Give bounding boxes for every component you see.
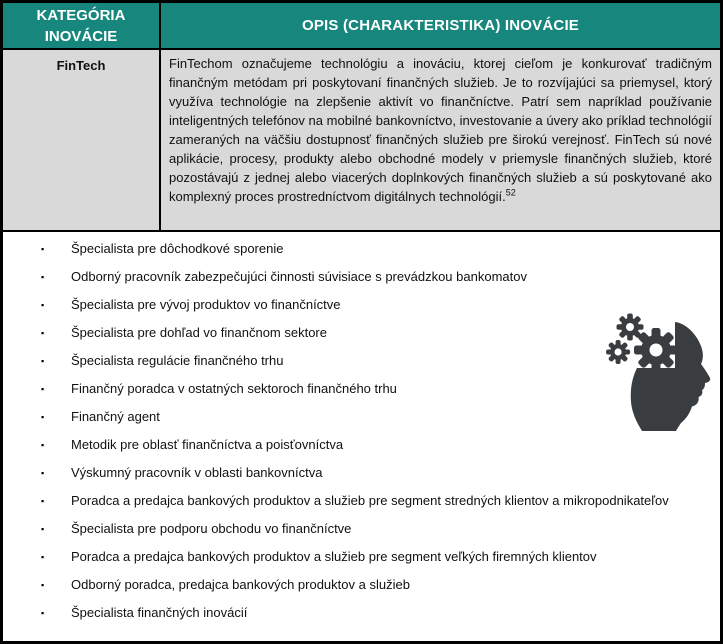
- list-item: [41, 464, 720, 482]
- bullet-icon: ▪: [41, 412, 45, 422]
- occupations-section: [3, 232, 720, 641]
- head-with-gears-icon: [603, 310, 715, 432]
- bullet-icon: ▪: [41, 524, 45, 534]
- list-item-label: Špecialista pre podporu obchodu vo finančníctve: [71, 521, 352, 536]
- list-item-label: Poradca a predajca bankových produktov a služieb pre segment stredných klientov a mikropodnikateľov: [71, 493, 669, 508]
- description-column-header: OPIS (CHARAKTERISTIKA) INOVÁCIE: [161, 3, 720, 48]
- footnote-ref: 52: [505, 187, 516, 198]
- list-item-label: Špecialista regulácie finančného trhu: [71, 353, 284, 368]
- list-item: [41, 240, 720, 258]
- bullet-icon: ▪: [41, 580, 45, 590]
- bullet-icon: ▪: [41, 440, 45, 450]
- category-column-header: KATEGÓRIA INOVÁCIE: [3, 3, 161, 48]
- list-item: [41, 268, 720, 286]
- list-item: [41, 520, 720, 538]
- list-item-label: Finančný agent: [71, 409, 160, 424]
- list-item-label: Špecialista pre dohľad vo finančnom sektore: [71, 325, 327, 340]
- gear-icon-small-bottom: [606, 340, 630, 364]
- list-item-label: Poradca a predajca bankových produktov a služieb pre segment veľkých firemných klientov: [71, 549, 597, 564]
- bullet-icon: ▪: [41, 272, 45, 282]
- bullet-icon: ▪: [41, 468, 45, 478]
- bullet-icon: ▪: [41, 244, 45, 254]
- bullet-icon: ▪: [41, 608, 45, 618]
- description-text: FinTechom označujeme technológiu a inováciu, ktorej cieľom je konkurovať tradičným finančným metódam pri poskytovaní finančných služieb. Je to rozvíjajúci sa priemysel, ktorý využíva technológie na zlepšenie aktivít vo finančníctve. Patrí sem napríklad používanie inteligentných telefónov na mobilné bankovníctvo, investovanie a úvery ako príklad technológií zameraných na väčšiu dostupnosť finančných služieb pre širokú verejnosť. FinTech sú nové aplikácie, procesy, produkty alebo obchodné modely v priemysle finančných služieb, ktoré pozostávajú z jednej alebo viacerých doplnkových finančných služieb a sú poskytované ako komplexný proces prostredníctvom digitálnych technológií.: [169, 56, 712, 204]
- list-item: [41, 436, 720, 454]
- list-item-label: Špecialista pre dôchodkové sporenie: [71, 241, 284, 256]
- bullet-icon: ▪: [41, 552, 45, 562]
- gear-icon-small-top: [617, 314, 644, 341]
- bullet-icon: ▪: [41, 496, 45, 506]
- list-item-label: Výskumný pracovník v oblasti bankovníctva: [71, 465, 323, 480]
- list-item-label: Odborný pracovník zabezpečujúci činnosti súvisiace s prevádzkou bankomatov: [71, 269, 527, 284]
- list-item-label: Špecialista pre vývoj produktov vo finančníctve: [71, 297, 341, 312]
- list-item: [41, 548, 720, 566]
- bullet-icon: ▪: [41, 356, 45, 366]
- list-item: [41, 576, 720, 594]
- description-cell: [161, 50, 720, 230]
- category-cell: FinTech: [3, 50, 161, 230]
- bullet-icon: ▪: [41, 384, 45, 394]
- list-item-label: Špecialista finančných inovácií: [71, 605, 248, 620]
- bullet-icon: ▪: [41, 328, 45, 338]
- list-item-label: Odborný poradca, predajca bankových produktov a služieb: [71, 577, 410, 592]
- bullet-icon: ▪: [41, 300, 45, 310]
- fintech-row: [3, 50, 720, 232]
- list-item-label: Finančný poradca v ostatných sektoroch finančného trhu: [71, 381, 397, 396]
- list-item: [41, 492, 720, 510]
- list-item-label: Metodik pre oblasť finančníctva a poisťovníctva: [71, 437, 344, 452]
- table-header-row: [3, 3, 720, 50]
- list-item: [41, 604, 720, 622]
- description-paragraph: [169, 54, 712, 206]
